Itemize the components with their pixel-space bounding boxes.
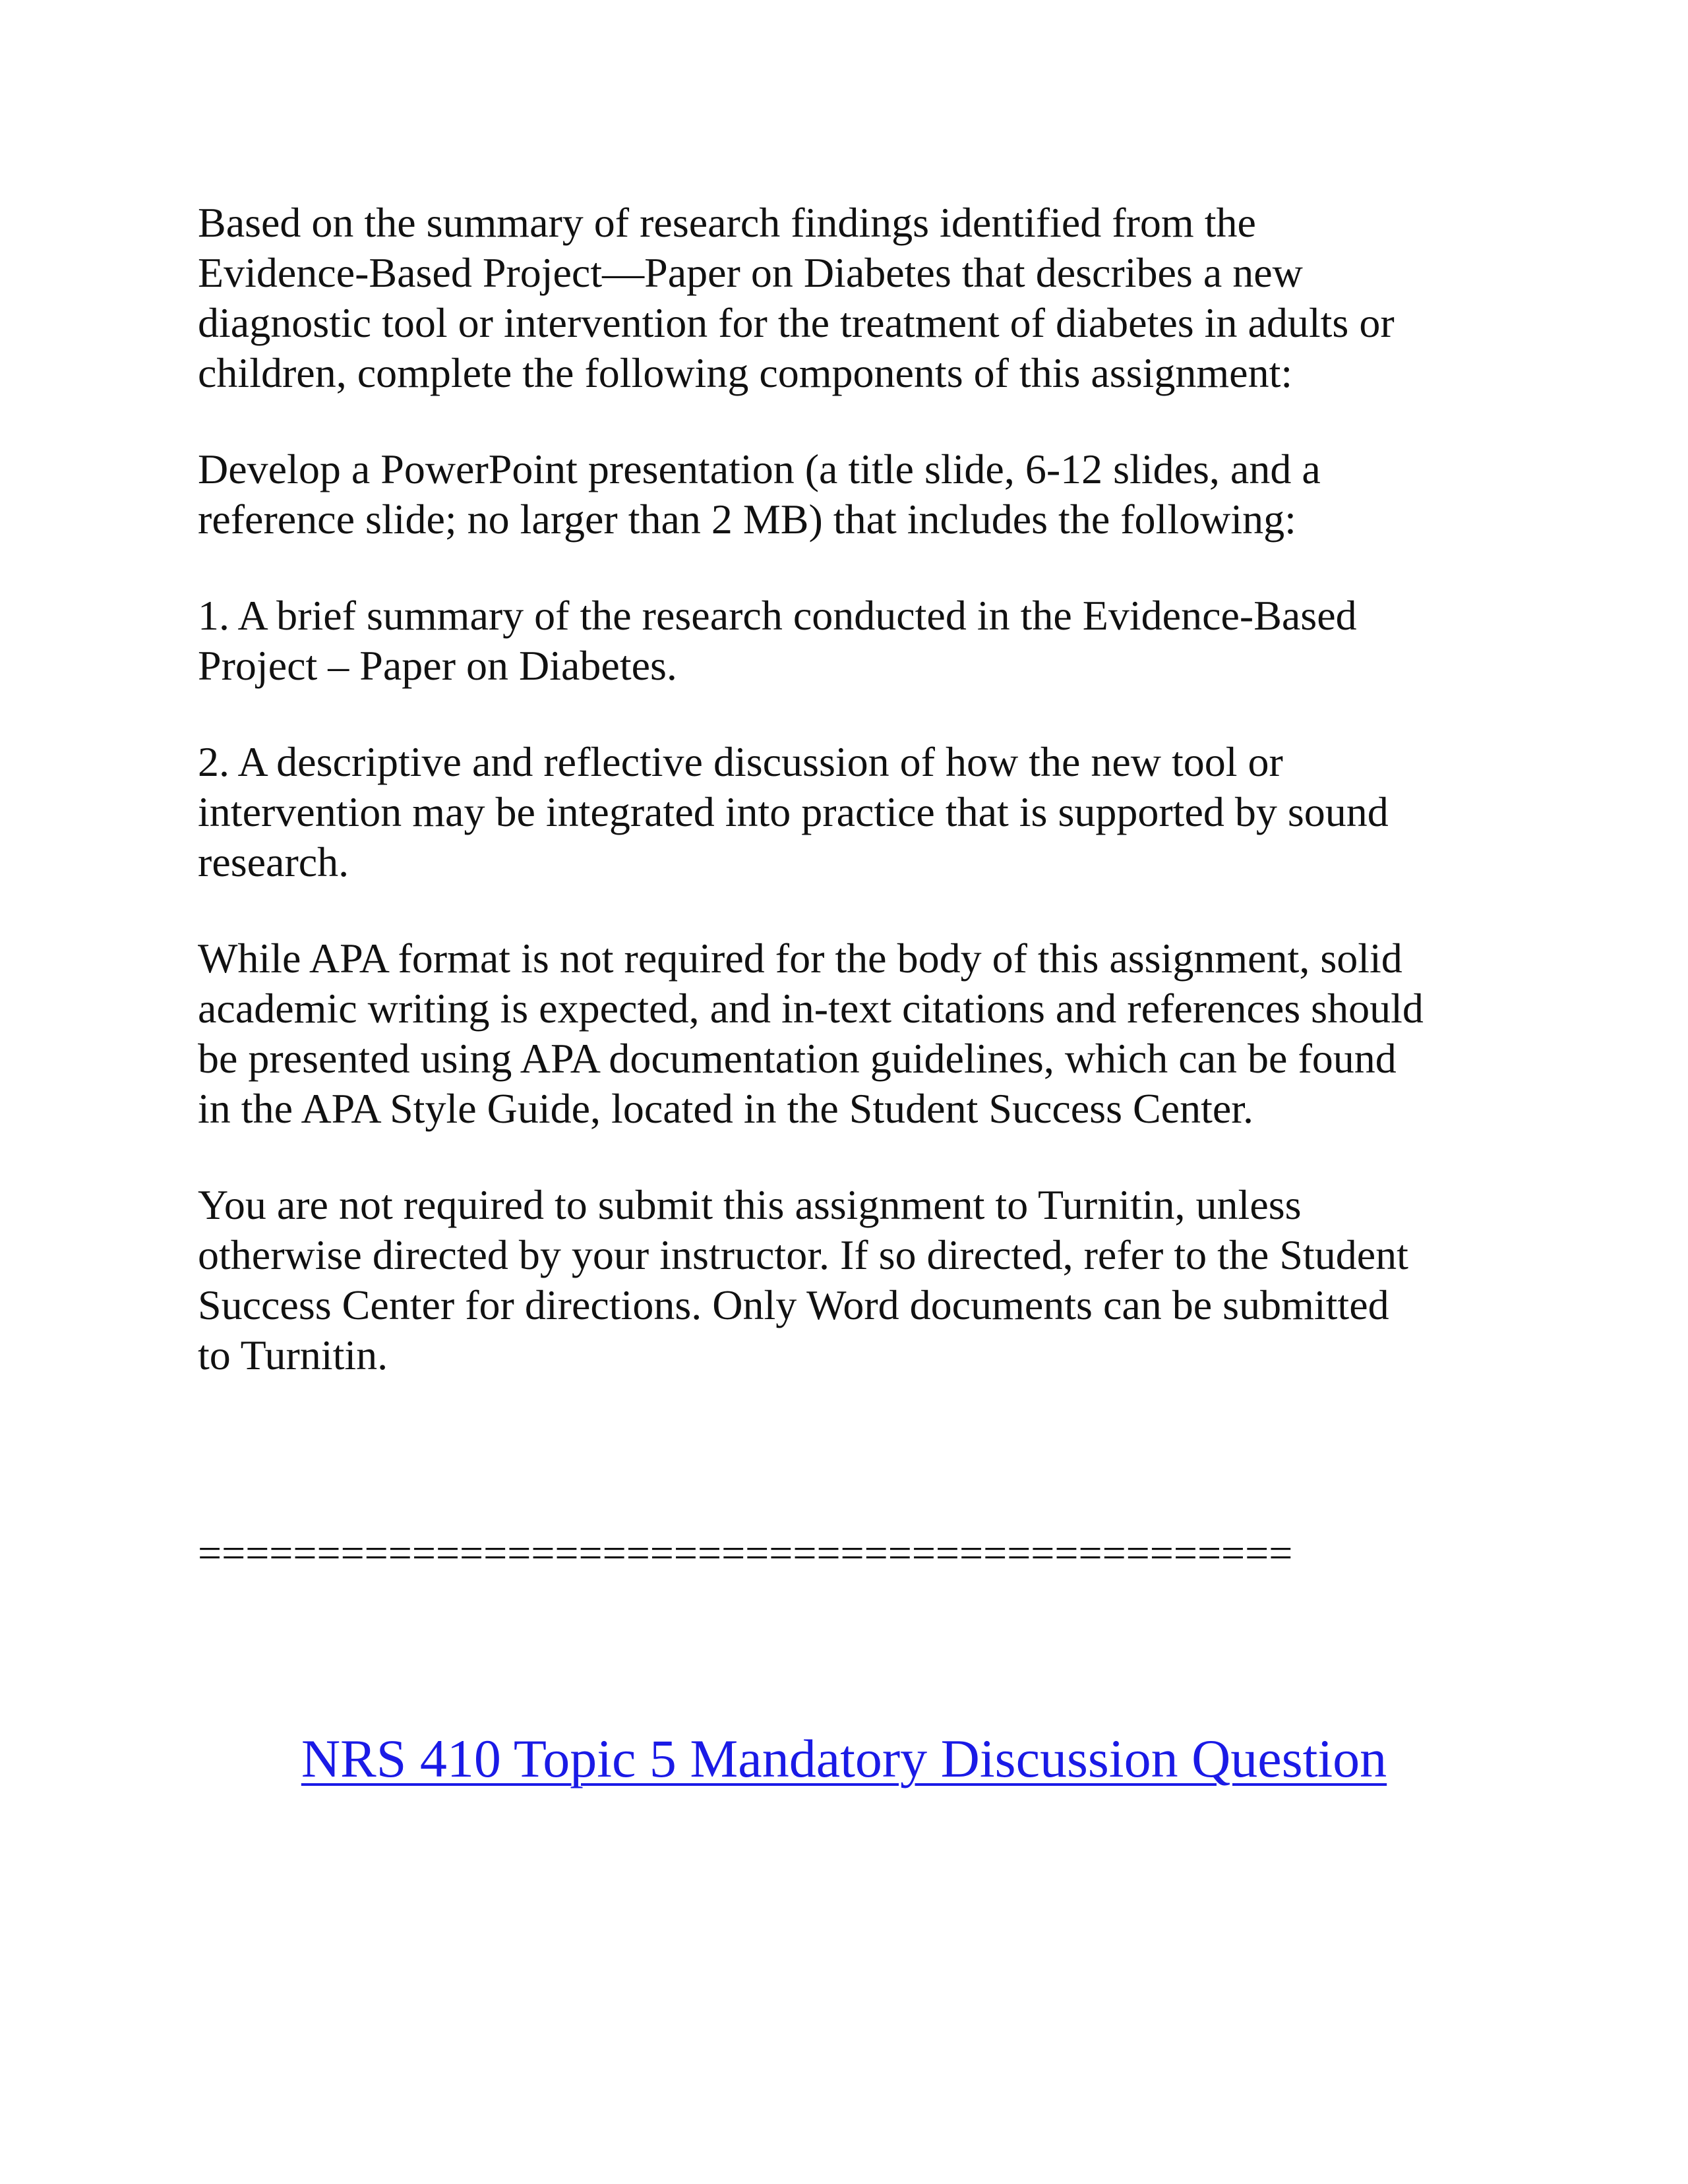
text-line: 2. A descriptive and reflective discussion of how the new tool or xyxy=(198,738,1283,785)
text-line: While APA format is not required for the body of this assignment, solid xyxy=(198,935,1402,982)
paragraph-intro xyxy=(198,198,1503,398)
text-line: academic writing is expected, and in-text citations and references should xyxy=(198,985,1424,1032)
text-line: Evidence-Based Project—Paper on Diabetes that describes a new xyxy=(198,249,1303,296)
text-line: diagnostic tool or intervention for the treatment of diabetes in adults or xyxy=(198,299,1395,346)
text-line: Success Center for directions. Only Word documents can be submitted xyxy=(198,1282,1389,1328)
paragraph-powerpoint xyxy=(198,444,1503,545)
body-text xyxy=(198,198,1503,1427)
text-line: be presented using APA documentation guidelines, which can be found xyxy=(198,1035,1397,1082)
paragraph-item-1 xyxy=(198,591,1503,691)
paragraph-apa xyxy=(198,933,1503,1134)
text-line: Project – Paper on Diabetes. xyxy=(198,642,677,689)
text-line: Based on the summary of research findings identified from the xyxy=(198,199,1256,246)
text-line: 1. A brief summary of the research conducted in the Evidence-Based xyxy=(198,592,1357,639)
text-line: Develop a PowerPoint presentation (a title slide, 6-12 slides, and a xyxy=(198,446,1321,492)
discussion-question-link[interactable]: NRS 410 Topic 5 Mandatory Discussion Question xyxy=(301,1728,1387,1788)
text-line: otherwise directed by your instructor. If so directed, refer to the Student xyxy=(198,1231,1408,1278)
link-container xyxy=(0,1727,1688,1790)
text-line: reference slide; no larger than 2 MB) that includes the following: xyxy=(198,496,1296,543)
text-line: to Turnitin. xyxy=(198,1332,388,1378)
text-line: intervention may be integrated into practice that is supported by sound xyxy=(198,788,1389,835)
paragraph-item-2 xyxy=(198,737,1503,887)
text-line: research. xyxy=(198,839,349,885)
text-line: in the APA Style Guide, located in the Student Success Center. xyxy=(198,1085,1254,1132)
text-line: children, complete the following components of this assignment: xyxy=(198,349,1293,396)
separator-line: ============================================== xyxy=(198,1529,1293,1576)
text-line: You are not required to submit this assignment to Turnitin, unless xyxy=(198,1181,1302,1228)
paragraph-turnitin xyxy=(198,1180,1503,1380)
